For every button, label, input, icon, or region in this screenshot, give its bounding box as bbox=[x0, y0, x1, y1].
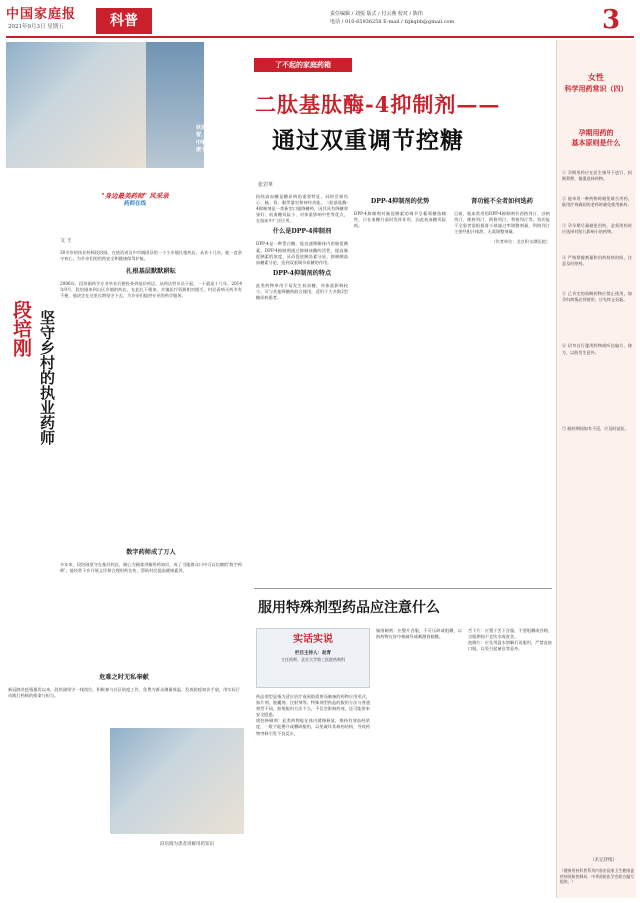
lower-p5: 泡腾片：应先用温水溶解后再服用，严禁直接口服，以免引起窒息等意外。 bbox=[468, 640, 552, 652]
lower-col-3 bbox=[468, 628, 552, 652]
feature-body-3 bbox=[8, 670, 240, 699]
column-badge: 实话实说 bbox=[293, 634, 333, 645]
sidebar-head-1: 女性 bbox=[588, 72, 604, 82]
page-number: 3 bbox=[602, 5, 621, 35]
sidebar-footer: （未完待续） bbox=[590, 858, 617, 863]
column-author: 栏目主持人：赵青 bbox=[295, 650, 331, 656]
feature-badge bbox=[70, 192, 200, 209]
lower-p3: 肠溶制剂：应整片吞服，不可压碎或咀嚼，以防药物在胃中被破坏或刺激胃黏膜。 bbox=[376, 628, 462, 640]
newspaper-logo: 中国家庭报 bbox=[6, 7, 77, 22]
editor-contact: 电话 / 010-65936258 E-mail / fzjkqbb@gmail.com bbox=[330, 19, 455, 25]
kicker-tag: 了不起的家庭药箱 bbox=[254, 58, 352, 72]
article-p1: 持续高血糖是糖尿病的重要特征，同时会损伤心、脑、肾、眼等器官和神经功能。二肽基肽酶-4抑制剂是一类新型口服降糖药，因其具有降糖效果好、低血糖风险小、对体重影响中性等优点，在临床中广泛应用。 bbox=[256, 194, 348, 224]
sidebar-item: ④ 严格掌握剂量和用药持续时间，注意及时停药。 bbox=[562, 254, 632, 266]
sidebar-box-title: 孕期用药的 bbox=[578, 128, 614, 137]
editor-info bbox=[330, 10, 454, 26]
feature-s1-text: 2006年，段培刚药学专业毕业后便投身到基层药店，从药店营业员干起，一干就是十几年。2014年9月，段培刚来到山区乡镇的药店，在此扎下根来。乡镇医疗资源相对匮乏，村民看病买药多有不便，他决定在这里长期坚守下去，为乡亲们提供专业的药学服务。 bbox=[60, 280, 242, 299]
feature-badge-sub: 药师在线 bbox=[123, 201, 146, 208]
feature-s3-text: 新冠肺炎疫情暴发以来，段培刚坚守一线岗位，积极参与社区防疫工作，免费为群众测量体温、发放防疫知识手册，用实际行动践行药师的使命与担当。 bbox=[8, 686, 240, 699]
sidebar-head bbox=[558, 72, 634, 94]
feature-s3-title: 危难之时无私奉献 bbox=[99, 674, 149, 681]
sidebar-panel bbox=[556, 40, 636, 898]
sidebar-box bbox=[560, 128, 632, 148]
article-col-2 bbox=[354, 194, 446, 229]
feature-s2-title: 数字药师成了万人 bbox=[126, 549, 176, 556]
section-divider bbox=[254, 588, 552, 589]
sidebar-items bbox=[562, 170, 632, 432]
sidebar-item: ⑤ 已肯定的致畸药物应禁止使用，如孕妇病情必须使用，应先终止妊娠。 bbox=[562, 291, 632, 303]
article-s1-title: 什么是DPP-4抑制剂 bbox=[272, 228, 332, 236]
issue-date: 2021年9月3日 星期五 bbox=[8, 24, 64, 30]
article-s3-text: DPP-4抑制剂对肠促胰素的调节呈葡萄糖依赖性，只在血糖升高时发挥作用，因此低血糖风险低。 bbox=[354, 210, 446, 229]
lower-p1: 药品剂型是指为适应治疗或预防需要而制备的药物应用形式，如片剂、胶囊剂、注射剂等。特殊剂型药品的服用方法与普通剂型不同，如果服用方法不当，不仅会影响药效，还可能带来安全隐患。 bbox=[256, 694, 370, 718]
feature-byline: 文 王 bbox=[60, 238, 72, 244]
feature-photo-caption: 段培刚为患者讲解用药知识 bbox=[160, 842, 214, 847]
lower-article-title: 服用特殊剂型药品应注意什么 bbox=[258, 600, 440, 616]
sidebar-box-title-2: 基本原则是什么 bbox=[571, 138, 621, 148]
lower-p2: 缓控释制剂：此类药物能在体内缓慢释放，维持有效血药浓度，一般不能掰开或嚼碎服用，以免破坏其释药结构，导致药物突释引发不良反应。 bbox=[256, 718, 370, 736]
article-s3-title: DPP-4抑制剂的优势 bbox=[370, 198, 430, 205]
article-byline: 张岩革 bbox=[258, 182, 274, 188]
sidebar-item: ① 孕期用药应在医生指导下进行，权衡利弊，慎重选择药物。 bbox=[562, 170, 632, 182]
section-title: 科普 bbox=[96, 8, 152, 34]
sidebar-head-2: 科学用药常识（四） bbox=[564, 83, 628, 93]
feature-caption: 扶贫，既需要扶志扶智，让困难群众在奋斗中增收，更需要打通健康'最后一公里' bbox=[196, 125, 247, 153]
feature-pharmacy-photo bbox=[110, 728, 244, 834]
lower-p4: 舌下片：应置于舌下含服，不要咀嚼或吞咽，含服期间不宜饮水或进食。 bbox=[468, 628, 552, 640]
article-s2-title: DPP-4抑制剂的特点 bbox=[272, 269, 332, 277]
feature-body-2 bbox=[60, 545, 242, 574]
sidebar-item: ⑦ 服药期间如有不适，应及时就医。 bbox=[562, 425, 629, 431]
article-col-1 bbox=[256, 194, 348, 301]
feature-lead: 30多岁的执业药师段培刚，在陕西省汉中市城固县的一个小乡镇扎根药店，从业十几年，他一直坚守初心，为乡亲们的用药安全和健康保驾护航。 bbox=[60, 250, 242, 262]
sidebar-item: ③ 孕早期尽量避免用药，必须用药时应选择对胎儿影响小的药物。 bbox=[562, 222, 632, 234]
article-author: （作者单位：北京积水潭医院） bbox=[491, 239, 550, 245]
sidebar-note: （健康用药科普系列内容由国家卫生健康委疾病预防控制局、中华预防医学会联合编写提供。） bbox=[560, 868, 634, 884]
lower-col-2 bbox=[376, 628, 462, 640]
feature-body-1 bbox=[60, 264, 242, 299]
article-s1-text: DPP-4是一种蛋白酶，能迅速降解体内的肠促胰素。DPP-4抑制剂通过抑制该酶的活性，提高肠促胰素的浓度，从而促进胰岛素分泌、抑制胰高血糖素分泌，达到双重调节血糖的作用。 bbox=[256, 241, 348, 265]
column-author-desc: 主任药师，北京大学第三医院药剂科 bbox=[281, 657, 345, 663]
feature-person-name: 段培刚 bbox=[10, 300, 32, 357]
article-s4-text: 目前，临床常用的DPP-4抑制剂有西格列汀、沙格列汀、维格列汀、阿格列汀、利格列汀等。肾功能不全患者需根据肾小球滤过率调整剂量，利格列汀主要经胆汁排泄，无需调整剂量。 bbox=[454, 210, 550, 235]
masthead-rule bbox=[6, 36, 634, 38]
article-col-3 bbox=[454, 194, 550, 245]
editor-credits: 责任编辑 / 刘悦 版式 / 付云燕 校对 / 陈伟 bbox=[330, 11, 423, 17]
article-title-line2: 通过双重调节控糖 bbox=[272, 127, 464, 154]
column-badge-box bbox=[256, 628, 370, 688]
lower-col-1 bbox=[256, 694, 370, 737]
feature-badge-title: "身边最美药师" 风采录 bbox=[101, 192, 169, 200]
feature-s2-text: 多年来，段培刚坚守在基层药店，耐心为顾客讲解用药知识，成了当地群众口中可以信赖的'数字药师'。他经常下乡开展义诊和合理用药宣传，帮助村民提高健康素养。 bbox=[60, 561, 242, 574]
feature-top-photo bbox=[6, 42, 146, 168]
feature-s1-title: 扎根基层默默耕耘 bbox=[126, 268, 176, 275]
sidebar-item: ⑥ 切勿自行滥用药物或听信偏方、秘方，以防发生意外。 bbox=[562, 343, 632, 355]
article-s2-text: 此类药物单用不易发生低血糖，对体重影响较小，可与其他降糖药联合使用，适用于大多数2型糖尿病患者。 bbox=[256, 282, 348, 300]
sidebar-item: ② 能单用一种药物时避免联合用药，能用疗效确切的老药时避免使用新药。 bbox=[562, 196, 632, 208]
article-title-line1: 二肽基肽酶-4抑制剂—— bbox=[255, 92, 501, 117]
feature-slogan: 坚守乡村的执业药师 bbox=[38, 310, 56, 445]
article-s4-title: 肾功能不全者如何选药 bbox=[471, 198, 533, 205]
